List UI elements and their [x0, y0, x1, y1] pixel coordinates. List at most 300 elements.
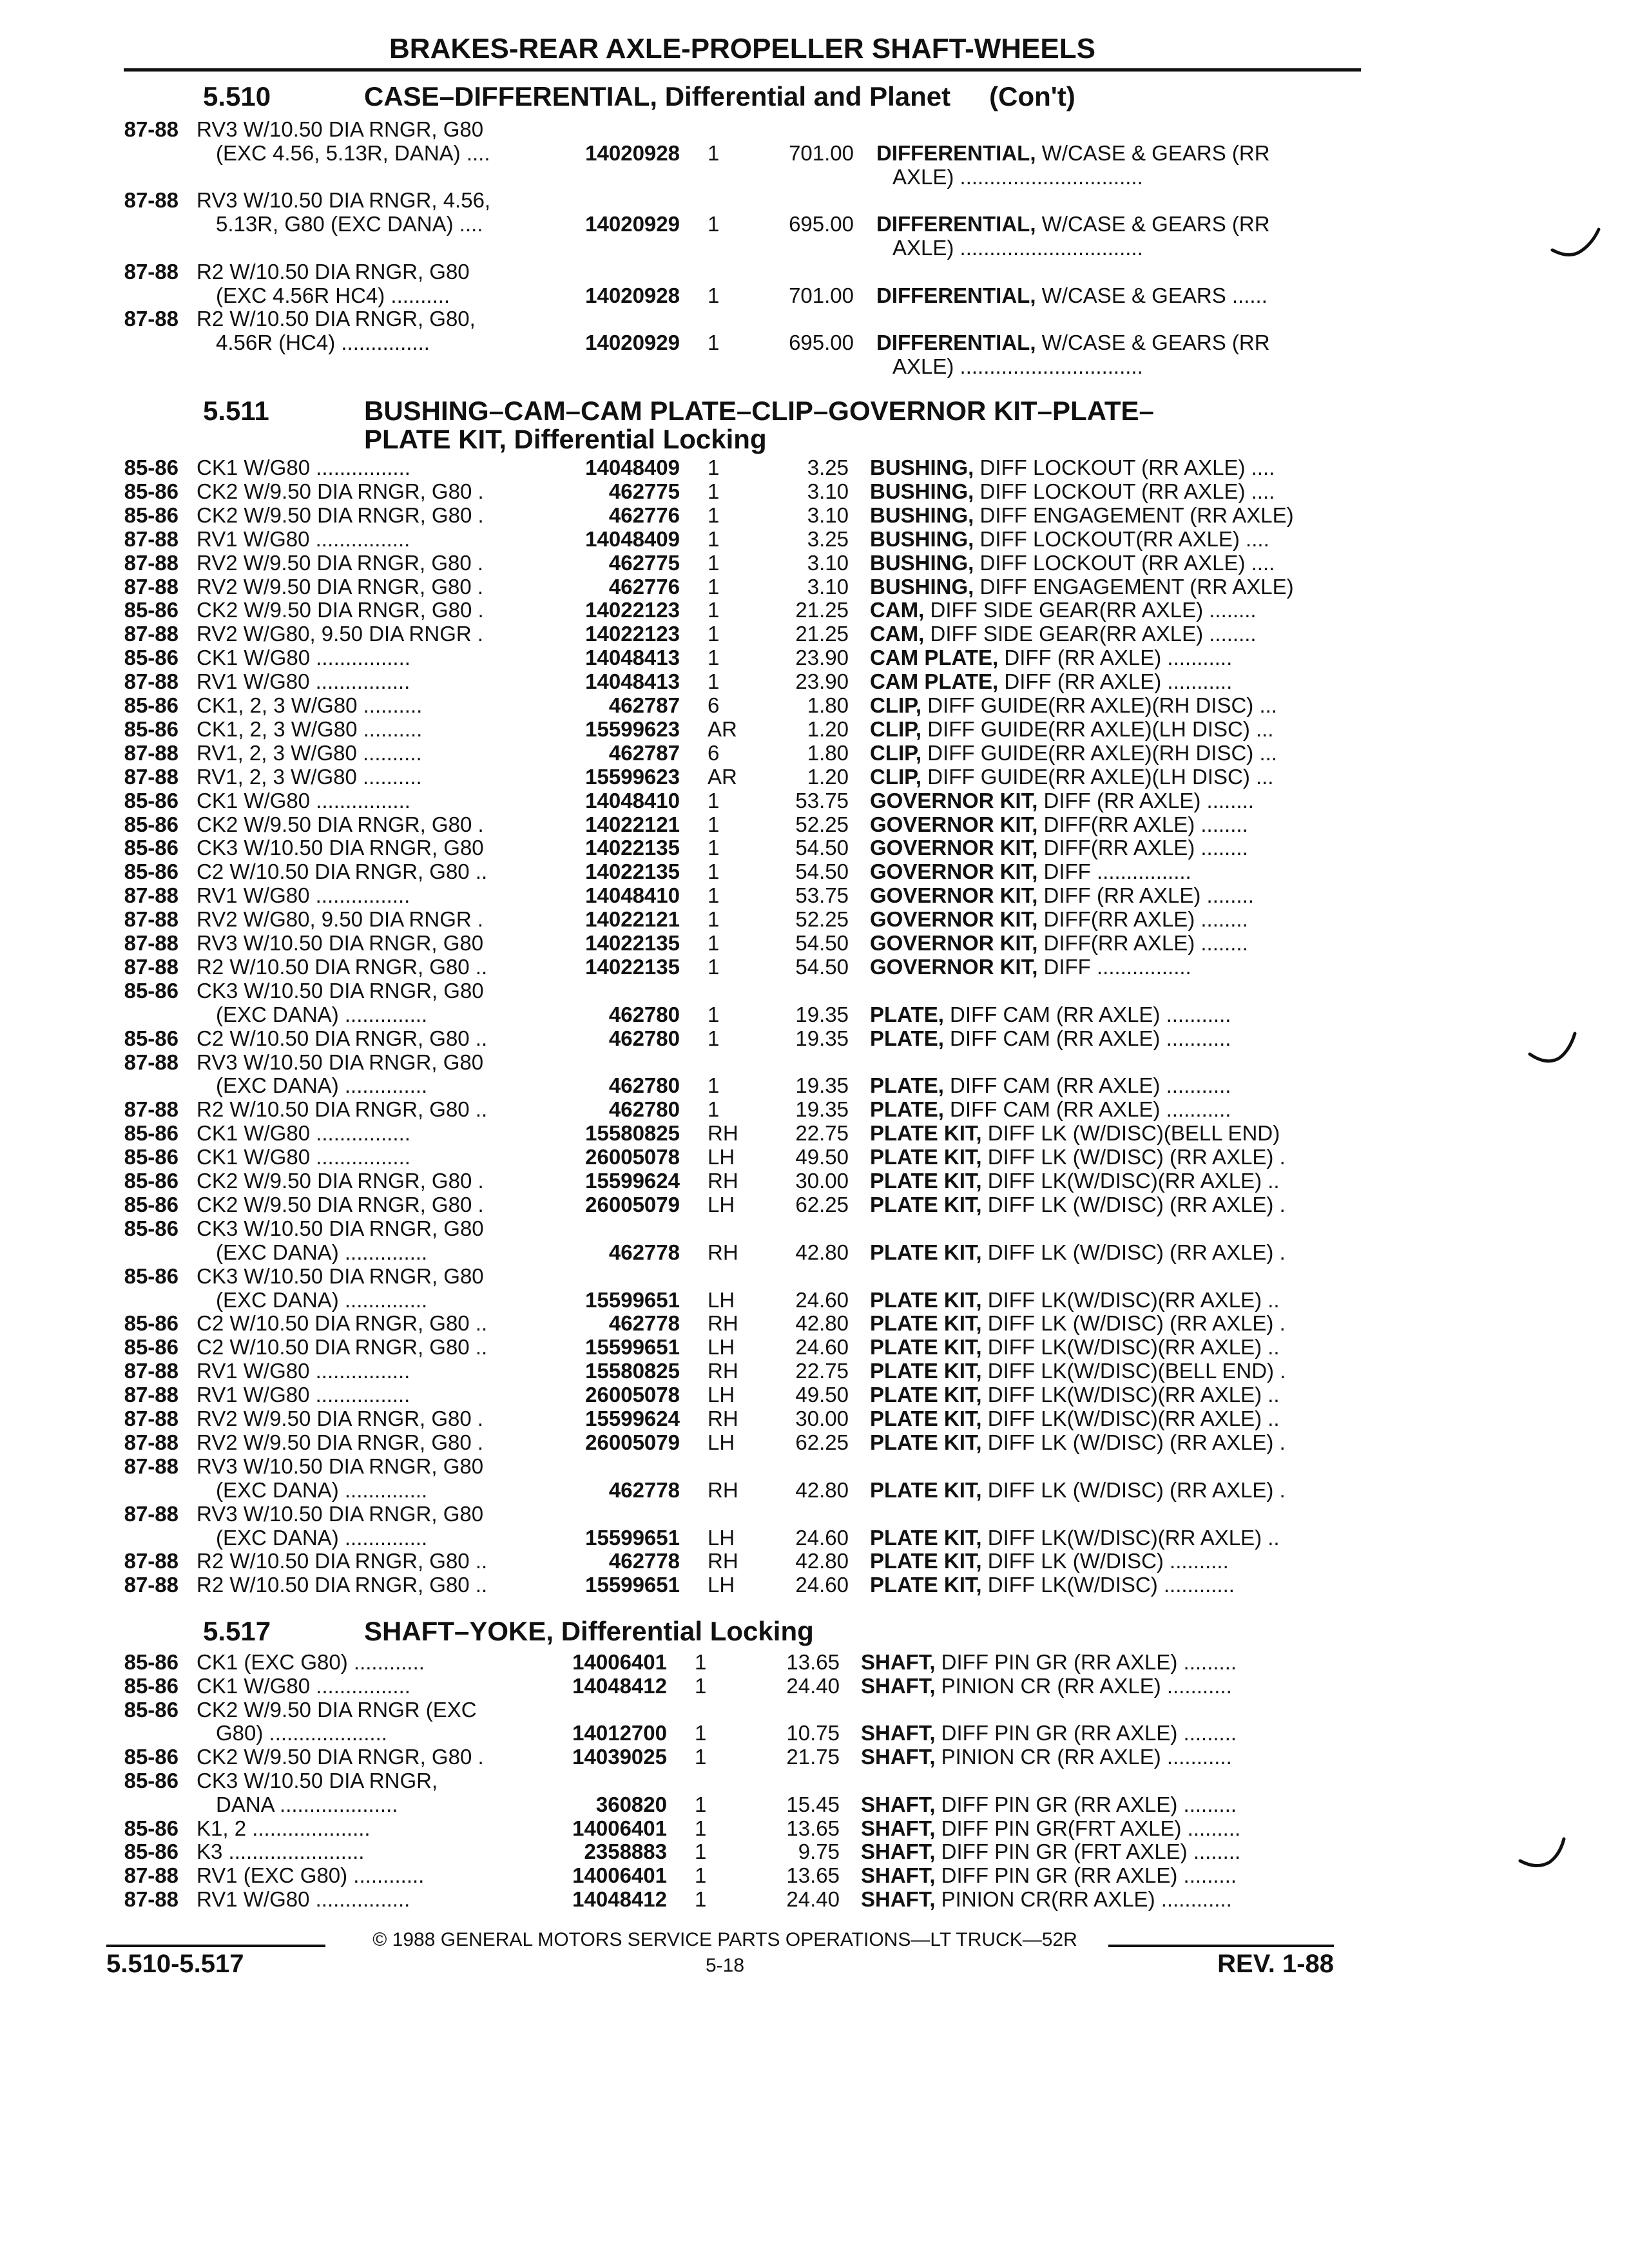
parts-row: [0, 1051, 1629, 1074]
part-number: 15599624: [585, 1169, 680, 1193]
model-years: 85-86: [124, 503, 178, 527]
quantity: RH: [708, 1549, 738, 1573]
part-number: 14006401: [572, 1816, 667, 1840]
part-name: SHAFT,: [861, 1792, 936, 1816]
price: 49.50: [795, 1383, 849, 1407]
part-description: [870, 670, 1232, 693]
quantity: 1: [695, 1816, 707, 1840]
part-number: 462787: [608, 693, 680, 717]
part-description: [870, 1383, 1280, 1407]
part-description: [861, 1840, 1240, 1863]
quantity: AR: [708, 765, 737, 789]
parts-row: [0, 189, 1629, 212]
application: CK2 W/9.50 DIA RNGR, G80 .: [197, 812, 484, 836]
quantity: RH: [708, 1359, 738, 1383]
price: 24.60: [795, 1288, 849, 1312]
part-number: 14048412: [572, 1674, 667, 1698]
part-detail: DIFF PIN GR (RR AXLE) .........: [935, 1650, 1237, 1674]
part-detail: DIFF PIN GR (RR AXLE) .........: [935, 1863, 1237, 1887]
part-detail: DIFF PIN GR (FRT AXLE) ........: [935, 1840, 1241, 1863]
price: 13.65: [786, 1816, 840, 1840]
application: CK2 W/9.50 DIA RNGR, G80 .: [197, 1745, 484, 1769]
part-detail: DIFF ................: [1037, 955, 1191, 979]
part-number: 14048412: [572, 1887, 667, 1911]
application: (EXC 4.56, 5.13R, DANA) ....: [216, 141, 490, 165]
model-years: 85-86: [124, 979, 178, 1003]
part-description: [870, 884, 1254, 907]
model-years: 85-86: [124, 1335, 178, 1359]
model-years: 85-86: [124, 1311, 178, 1335]
part-number: 14022135: [585, 860, 680, 883]
section-title: CASE–DIFFERENTIAL, Differential and Planet: [364, 81, 951, 111]
part-detail: DIFF LK(W/DISC) ............: [981, 1573, 1235, 1597]
part-description: [870, 1526, 1280, 1550]
price: 30.00: [795, 1407, 849, 1430]
part-description: [870, 1193, 1286, 1216]
application: CK2 W/9.50 DIA RNGR, G80 .: [197, 1169, 484, 1193]
price: 54.50: [795, 931, 849, 955]
application: CK3 W/10.50 DIA RNGR, G80: [197, 1216, 484, 1240]
model-years: 87-88: [124, 1454, 178, 1478]
part-name: CLIP,: [870, 717, 922, 741]
application: RV1 W/G80 ................: [197, 527, 410, 551]
part-detail: DIFF CAM (RR AXLE) ...........: [943, 1097, 1231, 1121]
part-description: [870, 1479, 1286, 1502]
model-years: 85-86: [124, 456, 178, 479]
application: (EXC DANA) ..............: [216, 1478, 428, 1502]
parts-row: [0, 1431, 1629, 1454]
application: CK3 W/10.50 DIA RNGR, G80: [197, 979, 484, 1003]
part-number: 462780: [608, 1026, 680, 1050]
part-number: 15599624: [585, 1407, 680, 1430]
model-years: 85-86: [124, 1745, 178, 1769]
application: CK3 W/10.50 DIA RNGR,: [197, 1769, 438, 1792]
parts-row: [0, 1550, 1629, 1573]
part-description: [870, 718, 1273, 741]
quantity: 1: [695, 1840, 707, 1863]
part-detail: AXLE) ...............................: [892, 354, 1143, 378]
price: 1.80: [807, 693, 849, 717]
part-detail: DIFF PIN GR (RR AXLE) .........: [935, 1721, 1237, 1745]
price: 3.10: [807, 551, 849, 575]
part-number: 14020929: [585, 331, 680, 354]
application: RV3 W/10.50 DIA RNGR, G80: [197, 1502, 484, 1526]
parts-row: [0, 1407, 1629, 1430]
price: 24.60: [795, 1573, 849, 1597]
quantity: 1: [708, 1026, 720, 1050]
section-title: BUSHING–CAM–CAM PLATE–CLIP–GOVERNOR KIT–PLATE–: [364, 396, 1154, 426]
part-detail: AXLE) ...............................: [892, 236, 1143, 260]
parts-row: [0, 718, 1629, 741]
part-name: PLATE KIT,: [870, 1383, 982, 1407]
section-heading: [203, 1617, 1298, 1646]
quantity: 1: [695, 1887, 707, 1911]
part-description: [870, 599, 1257, 622]
application: RV1 (EXC G80) ............: [197, 1863, 425, 1887]
parts-row: [0, 765, 1629, 789]
parts-row: [0, 1503, 1629, 1526]
part-name: GOVERNOR KIT,: [870, 955, 1038, 979]
parts-row: [0, 1360, 1629, 1383]
part-description: [870, 1573, 1235, 1597]
application: R2 W/10.50 DIA RNGR, G80 ..: [197, 1549, 488, 1573]
parts-row: [0, 331, 1629, 354]
parts-row: [0, 1383, 1629, 1407]
parts-row: [0, 1888, 1629, 1911]
part-description: [870, 1336, 1280, 1359]
part-description: [870, 646, 1232, 669]
price: 49.50: [795, 1145, 849, 1169]
section-number: 5.511: [203, 396, 269, 426]
part-detail: DIFF CAM (RR AXLE) ...........: [943, 1026, 1231, 1050]
quantity: 6: [708, 693, 720, 717]
price: 3.25: [807, 456, 849, 479]
quantity: 1: [708, 622, 720, 646]
quantity: 1: [708, 479, 720, 503]
application: (EXC DANA) ..............: [216, 1073, 428, 1097]
part-description: [870, 1431, 1286, 1454]
parts-row: [0, 307, 1629, 331]
part-name: PLATE,: [870, 1097, 944, 1121]
part-name: DIFFERENTIAL,: [876, 212, 1036, 236]
part-name: SHAFT,: [861, 1650, 936, 1674]
model-years: 85-86: [124, 860, 178, 883]
part-description: [870, 1289, 1280, 1312]
part-number: 26005078: [585, 1383, 680, 1407]
part-detail: DIFF LK (W/DISC) (RR AXLE) .: [981, 1478, 1286, 1502]
page-number: 5-18: [705, 1955, 745, 1976]
part-name: CLIP,: [870, 693, 922, 717]
price: 9.75: [798, 1840, 840, 1863]
parts-row: [0, 694, 1629, 717]
price: 24.60: [795, 1335, 849, 1359]
price: 42.80: [795, 1311, 849, 1335]
model-years: 85-86: [124, 1650, 178, 1674]
part-description: [870, 932, 1248, 955]
application: RV2 W/9.50 DIA RNGR, G80 .: [197, 1407, 484, 1430]
parts-row: [0, 908, 1629, 931]
part-number: 462778: [608, 1240, 680, 1264]
part-description: [870, 860, 1191, 883]
part-number: 15599623: [585, 717, 680, 741]
price: 3.10: [807, 575, 849, 599]
parts-row: [0, 1265, 1629, 1288]
application: CK1 W/G80 ................: [197, 646, 410, 669]
quantity: 1: [708, 331, 720, 354]
model-years: 85-86: [124, 1816, 178, 1840]
part-name: BUSHING,: [870, 479, 974, 503]
part-detail: DIFF SIDE GEAR(RR AXLE) ........: [924, 622, 1257, 646]
part-detail: DIFF (RR AXLE) ........: [1037, 883, 1254, 907]
part-detail: PINION CR (RR AXLE) ...........: [935, 1745, 1232, 1769]
parts-row: [0, 1193, 1629, 1216]
part-number: 462778: [608, 1478, 680, 1502]
part-number: 14022123: [585, 598, 680, 622]
section-number: 5.517: [203, 1616, 271, 1646]
part-number: 14022135: [585, 955, 680, 979]
part-name: CAM,: [870, 598, 925, 622]
part-detail: DIFF(RR AXLE) ........: [1037, 812, 1248, 836]
part-number: 14020928: [585, 141, 680, 165]
part-name: GOVERNOR KIT,: [870, 789, 1038, 812]
part-description: [861, 1745, 1232, 1769]
price: 13.65: [786, 1863, 840, 1887]
application: CK1 W/G80 ................: [197, 789, 410, 812]
part-name: BUSHING,: [870, 503, 974, 527]
part-detail: DIFF LOCKOUT (RR AXLE) ....: [974, 551, 1275, 575]
part-detail: DIFF LK (W/DISC) (RR AXLE) .: [981, 1311, 1286, 1335]
application: C2 W/10.50 DIA RNGR, G80 ..: [197, 860, 488, 883]
part-name: PLATE KIT,: [870, 1335, 982, 1359]
part-number: 14022135: [585, 836, 680, 860]
part-detail: DIFF(RR AXLE) ........: [1037, 907, 1248, 931]
part-number: 26005078: [585, 1145, 680, 1169]
parts-row: [0, 1573, 1629, 1597]
part-description: [861, 1722, 1237, 1745]
parts-row: [0, 260, 1629, 284]
part-name: SHAFT,: [861, 1745, 936, 1769]
parts-row: [0, 742, 1629, 765]
application: RV2 W/G80, 9.50 DIA RNGR .: [197, 622, 484, 646]
model-years: 87-88: [124, 1407, 178, 1430]
application: (EXC DANA) ..............: [216, 1003, 428, 1026]
part-detail: PINION CR (RR AXLE) ...........: [935, 1674, 1232, 1698]
parts-row: [0, 813, 1629, 836]
parts-row: [0, 670, 1629, 693]
part-number: 14022121: [585, 907, 680, 931]
quantity: 1: [708, 1003, 720, 1026]
part-number: 14022121: [585, 812, 680, 836]
quantity: LH: [708, 1430, 735, 1454]
model-years: 87-88: [124, 1050, 178, 1074]
part-number: 14048413: [585, 669, 680, 693]
quantity: 6: [708, 741, 720, 765]
part-description: [870, 1098, 1231, 1121]
part-description: [870, 1407, 1280, 1430]
quantity: 1: [708, 646, 720, 669]
model-years: 87-88: [124, 955, 178, 979]
model-years: 85-86: [124, 646, 178, 669]
part-number: 15599623: [585, 765, 680, 789]
parts-row: [0, 860, 1629, 883]
part-description: [870, 1312, 1286, 1335]
quantity: 1: [708, 141, 720, 165]
application: RV2 W/9.50 DIA RNGR, G80 .: [197, 575, 484, 599]
quantity: 1: [708, 860, 720, 883]
quantity: 1: [708, 575, 720, 599]
price: 42.80: [795, 1478, 849, 1502]
quantity: 1: [708, 284, 720, 307]
part-detail: DIFF ENGAGEMENT (RR AXLE): [974, 503, 1294, 527]
application: C2 W/10.50 DIA RNGR, G80 ..: [197, 1026, 488, 1050]
part-number: 15580825: [585, 1359, 680, 1383]
part-number: 462775: [608, 479, 680, 503]
part-number: 14022123: [585, 622, 680, 646]
part-description: [892, 355, 1143, 378]
quantity: RH: [708, 1407, 738, 1430]
quantity: 1: [708, 456, 720, 479]
part-detail: DIFF (RR AXLE) ........: [1037, 789, 1254, 812]
model-years: 85-86: [124, 598, 178, 622]
part-detail: DIFF ................: [1037, 860, 1191, 883]
quantity: AR: [708, 717, 737, 741]
quantity: 1: [708, 527, 720, 551]
quantity: 1: [708, 212, 720, 236]
part-detail: DIFF LOCKOUT(RR AXLE) ....: [974, 527, 1269, 551]
parts-row: [0, 236, 1629, 260]
quantity: LH: [708, 1193, 735, 1216]
part-name: PLATE,: [870, 1026, 944, 1050]
application: C2 W/10.50 DIA RNGR, G80 ..: [197, 1311, 488, 1335]
model-years: 87-88: [124, 1863, 178, 1887]
part-name: PLATE KIT,: [870, 1359, 982, 1383]
model-years: 87-88: [124, 307, 178, 331]
parts-row: [0, 979, 1629, 1003]
part-detail: DIFF PIN GR(FRT AXLE) .........: [935, 1816, 1241, 1840]
quantity: RH: [708, 1478, 738, 1502]
price: 19.35: [795, 1003, 849, 1026]
part-name: DIFFERENTIAL,: [876, 331, 1036, 354]
part-description: [861, 1651, 1237, 1674]
part-detail: DIFF GUIDE(RR AXLE)(LH DISC) ...: [921, 717, 1274, 741]
model-years: 87-88: [124, 1359, 178, 1383]
part-number: 462780: [608, 1073, 680, 1097]
part-name: BUSHING,: [870, 575, 974, 599]
price: 3.10: [807, 479, 849, 503]
part-description: [876, 284, 1268, 307]
part-number: 462780: [608, 1097, 680, 1121]
parts-row: [0, 1146, 1629, 1169]
parts-row: [0, 1698, 1629, 1722]
part-detail: DIFF ENGAGEMENT (RR AXLE): [974, 575, 1294, 599]
part-detail: DIFF LOCKOUT (RR AXLE) ....: [974, 479, 1275, 503]
part-detail: DIFF LOCKOUT (RR AXLE) ....: [974, 456, 1275, 479]
part-description: [870, 528, 1269, 551]
part-name: GOVERNOR KIT,: [870, 812, 1038, 836]
parts-row: [0, 1027, 1629, 1050]
part-description: [870, 765, 1273, 789]
quantity: 1: [695, 1863, 707, 1887]
application: CK2 W/9.50 DIA RNGR, G80 .: [197, 598, 484, 622]
part-number: 15580825: [585, 1121, 680, 1145]
application: R2 W/10.50 DIA RNGR, G80 ..: [197, 1097, 488, 1121]
part-name: PLATE KIT,: [870, 1288, 982, 1312]
part-detail: DIFF (RR AXLE) ...........: [998, 646, 1233, 669]
model-years: 85-86: [124, 1026, 178, 1050]
price: 21.75: [786, 1745, 840, 1769]
part-number: 14020928: [585, 284, 680, 307]
parts-row: [0, 1169, 1629, 1193]
price: 24.40: [786, 1887, 840, 1911]
part-description: [861, 1793, 1237, 1816]
parts-row: [0, 789, 1629, 812]
price: 52.25: [795, 907, 849, 931]
model-years: 87-88: [124, 260, 178, 284]
part-name: PLATE KIT,: [870, 1311, 982, 1335]
quantity: 1: [708, 907, 720, 931]
quantity: 1: [708, 503, 720, 527]
parts-row: [0, 1312, 1629, 1335]
part-detail: DIFF(RR AXLE) ........: [1037, 931, 1248, 955]
part-detail: DIFF PIN GR (RR AXLE) .........: [935, 1792, 1237, 1816]
part-detail: DIFF LK(W/DISC)(RR AXLE) ..: [981, 1288, 1280, 1312]
price: 1.20: [807, 765, 849, 789]
application: RV1 W/G80 ................: [197, 1887, 410, 1911]
part-name: CLIP,: [870, 765, 922, 789]
part-number: 15599651: [585, 1573, 680, 1597]
part-name: PLATE KIT,: [870, 1526, 982, 1550]
model-years: 87-88: [124, 1097, 178, 1121]
parts-row: [0, 1793, 1629, 1816]
application: DANA ....................: [216, 1792, 398, 1816]
application: RV3 W/10.50 DIA RNGR, 4.56,: [197, 188, 491, 212]
part-number: 360820: [595, 1792, 667, 1816]
part-description: [870, 456, 1275, 479]
part-number: 462787: [608, 741, 680, 765]
parts-row: [0, 1098, 1629, 1121]
part-description: [861, 1817, 1240, 1840]
part-description: [870, 552, 1275, 575]
part-detail: DIFF LK(W/DISC)(RR AXLE) ..: [981, 1407, 1280, 1430]
part-name: PLATE KIT,: [870, 1573, 982, 1597]
parts-row: [0, 1745, 1629, 1769]
model-years: 85-86: [124, 1169, 178, 1193]
price: 10.75: [786, 1721, 840, 1745]
part-name: PLATE KIT,: [870, 1549, 982, 1573]
part-name: PLATE KIT,: [870, 1240, 982, 1264]
application: RV3 W/10.50 DIA RNGR, G80: [197, 931, 484, 955]
price: 42.80: [795, 1549, 849, 1573]
part-name: PLATE,: [870, 1003, 944, 1026]
part-description: [870, 836, 1248, 860]
part-detail: DIFF LK(W/DISC)(RR AXLE) ..: [981, 1169, 1280, 1193]
part-detail: W/CASE & GEARS ......: [1036, 284, 1268, 307]
model-years: 85-86: [124, 1193, 178, 1216]
parts-row: [0, 1769, 1629, 1792]
part-name: CAM,: [870, 622, 925, 646]
parts-row: [0, 1122, 1629, 1145]
model-years: 87-88: [124, 1887, 178, 1911]
model-years: 87-88: [124, 575, 178, 599]
model-years: 85-86: [124, 1840, 178, 1863]
part-description: [870, 1169, 1280, 1193]
price: 15.45: [786, 1792, 840, 1816]
application: RV1 W/G80 ................: [197, 883, 410, 907]
application: 5.13R, G80 (EXC DANA) ....: [216, 212, 483, 236]
model-years: 85-86: [124, 479, 178, 503]
parts-row: [0, 836, 1629, 860]
model-years: 87-88: [124, 188, 178, 212]
parts-row: [0, 1289, 1629, 1312]
part-description: [892, 166, 1143, 189]
parts-row: [0, 1817, 1629, 1840]
part-name: PLATE KIT,: [870, 1407, 982, 1430]
part-name: PLATE,: [870, 1073, 944, 1097]
parts-row: [0, 1074, 1629, 1097]
part-description: [870, 1241, 1286, 1264]
part-detail: DIFF LK (W/DISC) (RR AXLE) .: [981, 1193, 1286, 1216]
part-number: 14048413: [585, 646, 680, 669]
application: RV1, 2, 3 W/G80 ..........: [197, 741, 422, 765]
part-name: PLATE KIT,: [870, 1169, 982, 1193]
parts-row: [0, 956, 1629, 979]
price: 13.65: [786, 1650, 840, 1674]
quantity: LH: [708, 1573, 735, 1597]
price: 52.25: [795, 812, 849, 836]
part-name: GOVERNOR KIT,: [870, 836, 1038, 860]
parts-row: [0, 552, 1629, 575]
parts-row: [0, 599, 1629, 622]
